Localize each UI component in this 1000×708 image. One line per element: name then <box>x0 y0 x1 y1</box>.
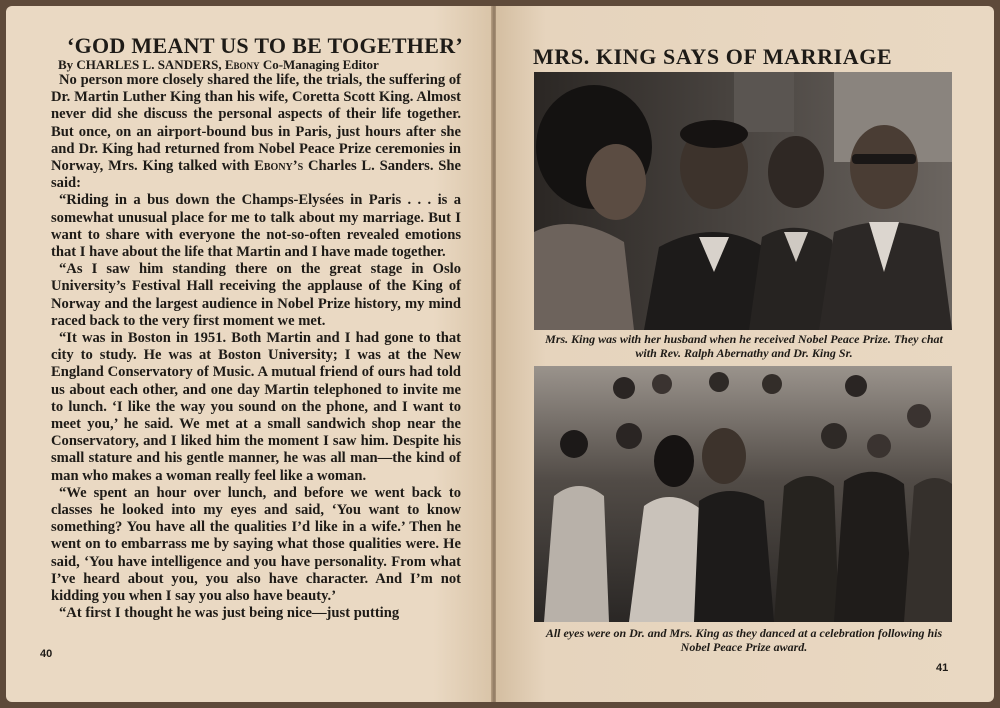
byline-role: Co-Managing Editor <box>262 57 379 72</box>
photo-celebration-dance <box>534 366 952 622</box>
article-paragraph: “We spent an hour over lunch, and before we went back to classes he looked into my eyes and said, ‘You want to know something? You have all the qualities I’d like in a wife.’ Then he went on to embarrass me by saying what those qualities were. He said, ‘You have intelligence and you have personality. From what I’ve heard about you, you also have character. And I’m not kidding you when I say you also have beauty.’ <box>51 484 461 605</box>
intro-text-end: Charles L. Sanders. She said: <box>51 158 462 192</box>
page-number-right: 41 <box>936 662 949 674</box>
article-paragraph: “At first I thought he was just being nice—just putting <box>59 605 400 622</box>
byline <box>58 57 478 73</box>
article-paragraph: “It was in Boston in 1951. Both Martin and I had gone to that city to study. He was at Boston University; I was at the New England Conservatory of Music. A mutual friend of ours had told us about each other, and one day Martin telephoned to invite me to lunch. ‘I like the way you sound on the phone, and I want to meet you,’ he said. We met at a small sandwich shop near the Conservatory, and I liked him the moment I saw him. Despite his small stature and his gentle manner, he was all man—the kind of man who makes a woman really feel like a woman. <box>51 330 461 484</box>
article-body <box>51 72 461 623</box>
byline-author: By CHARLES L. SANDERS, <box>58 57 222 72</box>
photo-caption-bottom: All eyes were on Dr. and Mrs. King as they danced at a celebration following his Nobel Peace Prize award. <box>545 626 943 654</box>
photo-spread-title: MRS. KING SAYS OF MARRIAGE <box>533 44 893 69</box>
article-paragraph: “As I saw him standing there on the great stage in Oslo University’s Festival Hall receiving the applause of the King of Norway and the largest audience in Nobel Prize history, my mind raced back to the very first moment we met. <box>51 261 461 329</box>
article-title: ‘GOD MEANT US TO BE TOGETHER’ <box>66 33 464 58</box>
intro-publication: Ebony’s <box>254 158 304 175</box>
photo-nobel-group <box>534 72 952 330</box>
page-number-left: 40 <box>40 648 53 660</box>
intro-text: No person more closely shared the life, the trials, the suffering of Dr. Martin Luther King than his wife, Coretta Scott King. Almost never did she discuss the personal aspects of their life together. But once, on an airport-bound bus in Paris, just hours after she and Dr. King had returned from Nobel Peace Prize ceremonies in Norway, Mrs. King talked with <box>51 72 461 175</box>
article-intro-paragraph <box>51 72 461 192</box>
article-paragraph: “Riding in a bus down the Champs-Elysées in Paris . . . is a somewhat unusual place for me to talk about my marriage. But I want to share with everyone the not-so-often revealed emotions that I have about the life that Martin and I have made together. <box>51 192 461 261</box>
byline-publication: Ebony <box>224 57 260 72</box>
photo-caption-top: Mrs. King was with her husband when he received Nobel Peace Prize. They chat with Rev. Ralph Abernathy and Dr. King Sr. <box>545 332 943 360</box>
